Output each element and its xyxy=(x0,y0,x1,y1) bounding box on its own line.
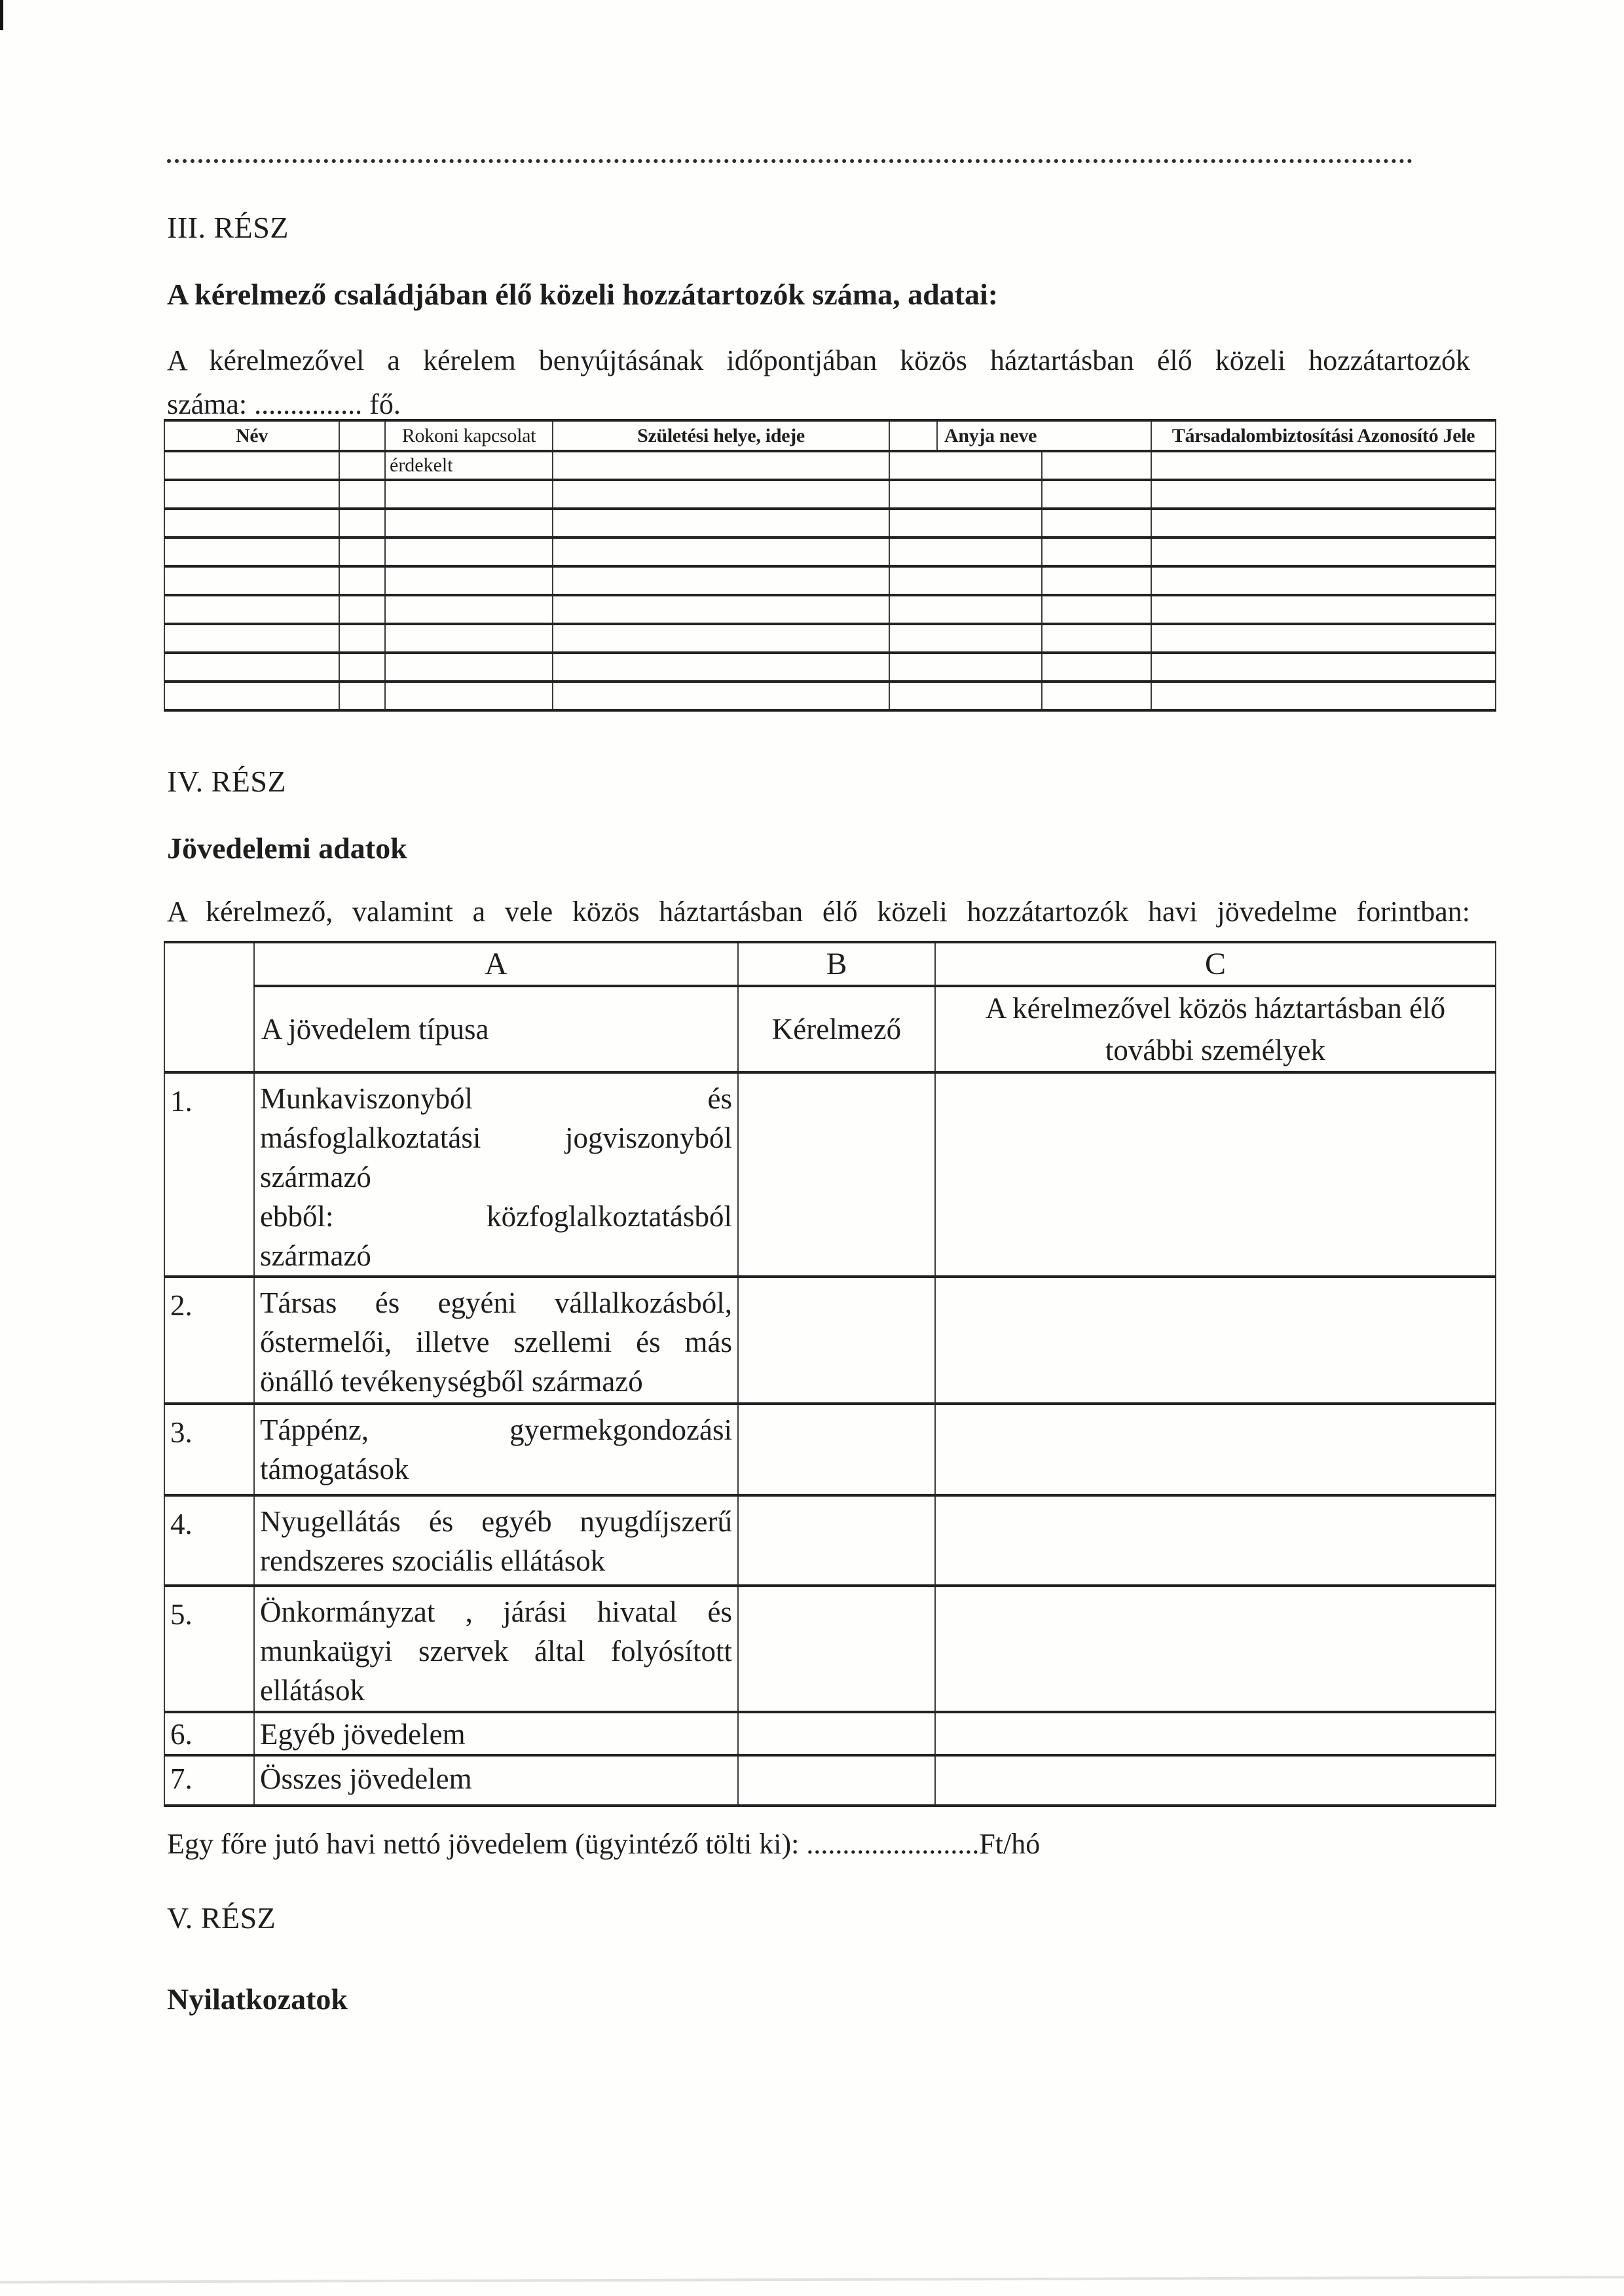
income-type-line: rendszeres szociális ellátások xyxy=(260,1544,606,1577)
income-row-2 xyxy=(164,1277,1496,1404)
birthplace-cell xyxy=(553,480,889,509)
dotted-separator-line xyxy=(167,159,1412,163)
empty-cell xyxy=(339,566,385,595)
income-type-line: ebből: közfoglalkoztatásból xyxy=(260,1200,732,1233)
taj-cell xyxy=(1151,653,1496,682)
relatives-table-row xyxy=(164,682,1496,710)
income-type-line: önálló tevékenységből származó xyxy=(260,1365,643,1398)
section-iv-title: IV. RÉSZ xyxy=(167,765,287,798)
birthplace-cell xyxy=(553,566,889,595)
mother-name-cell xyxy=(889,624,1042,653)
income-row-4 xyxy=(164,1495,1496,1586)
row-number: 7. xyxy=(164,1755,254,1806)
name-cell xyxy=(164,682,339,710)
relatives-table-row xyxy=(164,538,1496,566)
birthplace-cell xyxy=(553,682,889,710)
empty-cell xyxy=(1042,653,1151,682)
col-header-birthplace: Születési helye, ideje xyxy=(553,420,889,451)
empty-cell xyxy=(339,653,385,682)
relation-cell xyxy=(385,480,553,509)
relatives-table-row xyxy=(164,451,1496,480)
section-iii-heading: A kérelmező családjában élő közeli hozzátartozók száma, adatai: xyxy=(167,278,999,311)
applicant-value-cell xyxy=(738,1277,935,1404)
empty-cell xyxy=(339,624,385,653)
relation-cell xyxy=(385,653,553,682)
applicant-value-cell xyxy=(738,1712,935,1755)
row-number: 5. xyxy=(164,1586,254,1712)
taj-cell xyxy=(1151,480,1496,509)
name-cell xyxy=(164,451,339,480)
relatives-table-row xyxy=(164,653,1496,682)
income-type-header: A jövedelem típusa xyxy=(254,986,738,1072)
income-table-letter-row xyxy=(164,942,1496,986)
empty-cell xyxy=(339,595,385,624)
applicant-value-cell xyxy=(738,1586,935,1712)
applicant-value-cell xyxy=(738,1072,935,1277)
income-type-line: Munkaviszonyból és xyxy=(260,1082,732,1115)
income-type-cell xyxy=(254,1755,738,1806)
income-row-5 xyxy=(164,1586,1496,1712)
income-type-cell xyxy=(254,1072,738,1277)
income-type-cell xyxy=(254,1495,738,1586)
row-number: 1. xyxy=(164,1072,254,1277)
col-header-relation: Rokoni kapcsolat xyxy=(385,420,553,451)
empty-cell xyxy=(339,682,385,710)
name-cell xyxy=(164,480,339,509)
taj-cell xyxy=(1151,624,1496,653)
col-header-name: Név xyxy=(164,420,339,451)
birthplace-cell xyxy=(553,538,889,566)
row-number: 4. xyxy=(164,1495,254,1586)
relation-cell: érdekelt xyxy=(385,451,553,480)
income-type-cell xyxy=(254,1277,738,1404)
relatives-table xyxy=(164,419,1496,712)
col-letter-c: C xyxy=(935,942,1496,986)
relatives-table-row xyxy=(164,566,1496,595)
section-v-title: V. RÉSZ xyxy=(167,1901,276,1935)
mother-name-cell xyxy=(889,566,1042,595)
name-cell xyxy=(164,538,339,566)
relatives-table-row xyxy=(164,509,1496,538)
others-value-cell xyxy=(935,1586,1496,1712)
birthplace-cell xyxy=(553,509,889,538)
name-cell xyxy=(164,624,339,653)
household-members-count-line: száma: ............... fő. xyxy=(167,388,401,420)
income-row-6 xyxy=(164,1712,1496,1755)
household-others-header: A kérelmezővel közös háztartásban élő további személyek xyxy=(935,986,1496,1072)
relation-cell xyxy=(385,509,553,538)
income-type-line: Összes jövedelem xyxy=(260,1762,472,1795)
empty-cell xyxy=(339,480,385,509)
mother-name-cell xyxy=(889,595,1042,624)
scan-bottom-faint-line xyxy=(0,2276,1624,2284)
per-capita-income-line: Egy főre jutó havi nettó jövedelem (ügyintéző tölti ki): ........................Ft/hó xyxy=(167,1828,1041,1860)
mother-name-cell xyxy=(889,682,1042,710)
relatives-table-row xyxy=(164,595,1496,624)
birthplace-cell xyxy=(553,653,889,682)
empty-cell xyxy=(339,451,385,480)
empty-cell xyxy=(1042,538,1151,566)
empty-cell xyxy=(1042,595,1151,624)
empty-header-cell xyxy=(339,420,385,451)
empty-corner-cell xyxy=(164,942,254,1072)
relation-cell xyxy=(385,538,553,566)
birthplace-cell xyxy=(553,595,889,624)
section-iv-heading: Jövedelemi adatok xyxy=(167,831,407,865)
income-row-1 xyxy=(164,1072,1496,1277)
others-value-cell xyxy=(935,1712,1496,1755)
others-value-cell xyxy=(935,1495,1496,1586)
mother-name-cell xyxy=(889,451,1042,480)
relatives-table-row xyxy=(164,624,1496,653)
income-type-line: másfoglalkoztatási jogviszonyból xyxy=(260,1121,732,1154)
taj-cell xyxy=(1151,595,1496,624)
empty-cell xyxy=(1042,624,1151,653)
income-row-7 xyxy=(164,1755,1496,1806)
income-type-line: támogatások xyxy=(260,1453,409,1485)
income-type-line: Önkormányzat , járási hivatal és xyxy=(260,1595,732,1628)
mother-name-cell xyxy=(889,653,1042,682)
household-members-intro-line1: A kérelmezővel a kérelem benyújtásának időpontjában közös háztartásban élő közeli hozzátartozók xyxy=(167,344,1470,376)
relation-cell xyxy=(385,682,553,710)
empty-cell xyxy=(1042,682,1151,710)
mother-name-cell xyxy=(889,538,1042,566)
others-value-cell xyxy=(935,1404,1496,1495)
taj-cell xyxy=(1151,451,1496,480)
mother-name-cell xyxy=(889,509,1042,538)
name-cell xyxy=(164,566,339,595)
birthplace-cell xyxy=(553,451,889,480)
income-type-line: őstermelői, illetve szellemi és más xyxy=(260,1326,732,1358)
col-letter-b: B xyxy=(738,942,935,986)
empty-cell xyxy=(1042,566,1151,595)
row-number: 6. xyxy=(164,1712,254,1755)
name-cell xyxy=(164,509,339,538)
income-type-line: Táppénz, gyermekgondozási xyxy=(260,1413,732,1446)
empty-header-cell xyxy=(889,420,937,451)
taj-cell xyxy=(1151,682,1496,710)
income-type-cell xyxy=(254,1586,738,1712)
scan-edge-artifact xyxy=(0,0,3,30)
income-intro: A kérelmező, valamint a vele közös háztartásban élő közeli hozzátartozók havi jövedelme forintban: xyxy=(167,896,1470,928)
empty-cell xyxy=(339,538,385,566)
others-value-cell xyxy=(935,1277,1496,1404)
birthplace-cell xyxy=(553,624,889,653)
empty-cell xyxy=(1042,451,1151,480)
income-type-cell xyxy=(254,1712,738,1755)
income-type-line: Nyugellátás és egyéb nyugdíjszerű xyxy=(260,1505,732,1538)
row-number: 3. xyxy=(164,1404,254,1495)
empty-cell xyxy=(1042,480,1151,509)
relation-cell xyxy=(385,624,553,653)
income-table-header-row xyxy=(164,986,1496,1072)
income-type-line: Egyéb jövedelem xyxy=(260,1718,466,1751)
empty-cell xyxy=(1042,509,1151,538)
others-value-cell xyxy=(935,1755,1496,1806)
income-type-line: származó xyxy=(260,1161,371,1194)
applicant-value-cell xyxy=(738,1495,935,1586)
col-letter-a: A xyxy=(254,942,738,986)
others-value-cell xyxy=(935,1072,1496,1277)
name-cell xyxy=(164,595,339,624)
empty-cell xyxy=(339,509,385,538)
income-type-line: munkaügyi szervek által folyósított xyxy=(260,1635,732,1667)
income-row-3 xyxy=(164,1404,1496,1495)
income-type-cell xyxy=(254,1404,738,1495)
section-v-heading: Nyilatkozatok xyxy=(167,1982,348,2016)
relatives-table-header-row xyxy=(164,420,1496,451)
col-header-taj: Társadalombiztosítási Azonosító Jele xyxy=(1151,420,1496,451)
taj-cell xyxy=(1151,538,1496,566)
relation-cell xyxy=(385,595,553,624)
relatives-table-row xyxy=(164,480,1496,509)
relation-cell xyxy=(385,566,553,595)
col-header-mother-name: Anyja neve xyxy=(937,420,1151,451)
applicant-value-cell xyxy=(738,1404,935,1495)
taj-cell xyxy=(1151,566,1496,595)
section-iii-title: III. RÉSZ xyxy=(167,211,289,244)
taj-cell xyxy=(1151,509,1496,538)
income-table xyxy=(164,941,1496,1807)
income-type-line: ellátások xyxy=(260,1674,365,1707)
name-cell xyxy=(164,653,339,682)
applicant-header: Kérelmező xyxy=(738,986,935,1072)
income-type-line: származó xyxy=(260,1239,371,1272)
applicant-value-cell xyxy=(738,1755,935,1806)
row-number: 2. xyxy=(164,1277,254,1404)
mother-name-cell xyxy=(889,480,1042,509)
income-type-line: Társas és egyéni vállalkozásból, xyxy=(260,1286,732,1319)
